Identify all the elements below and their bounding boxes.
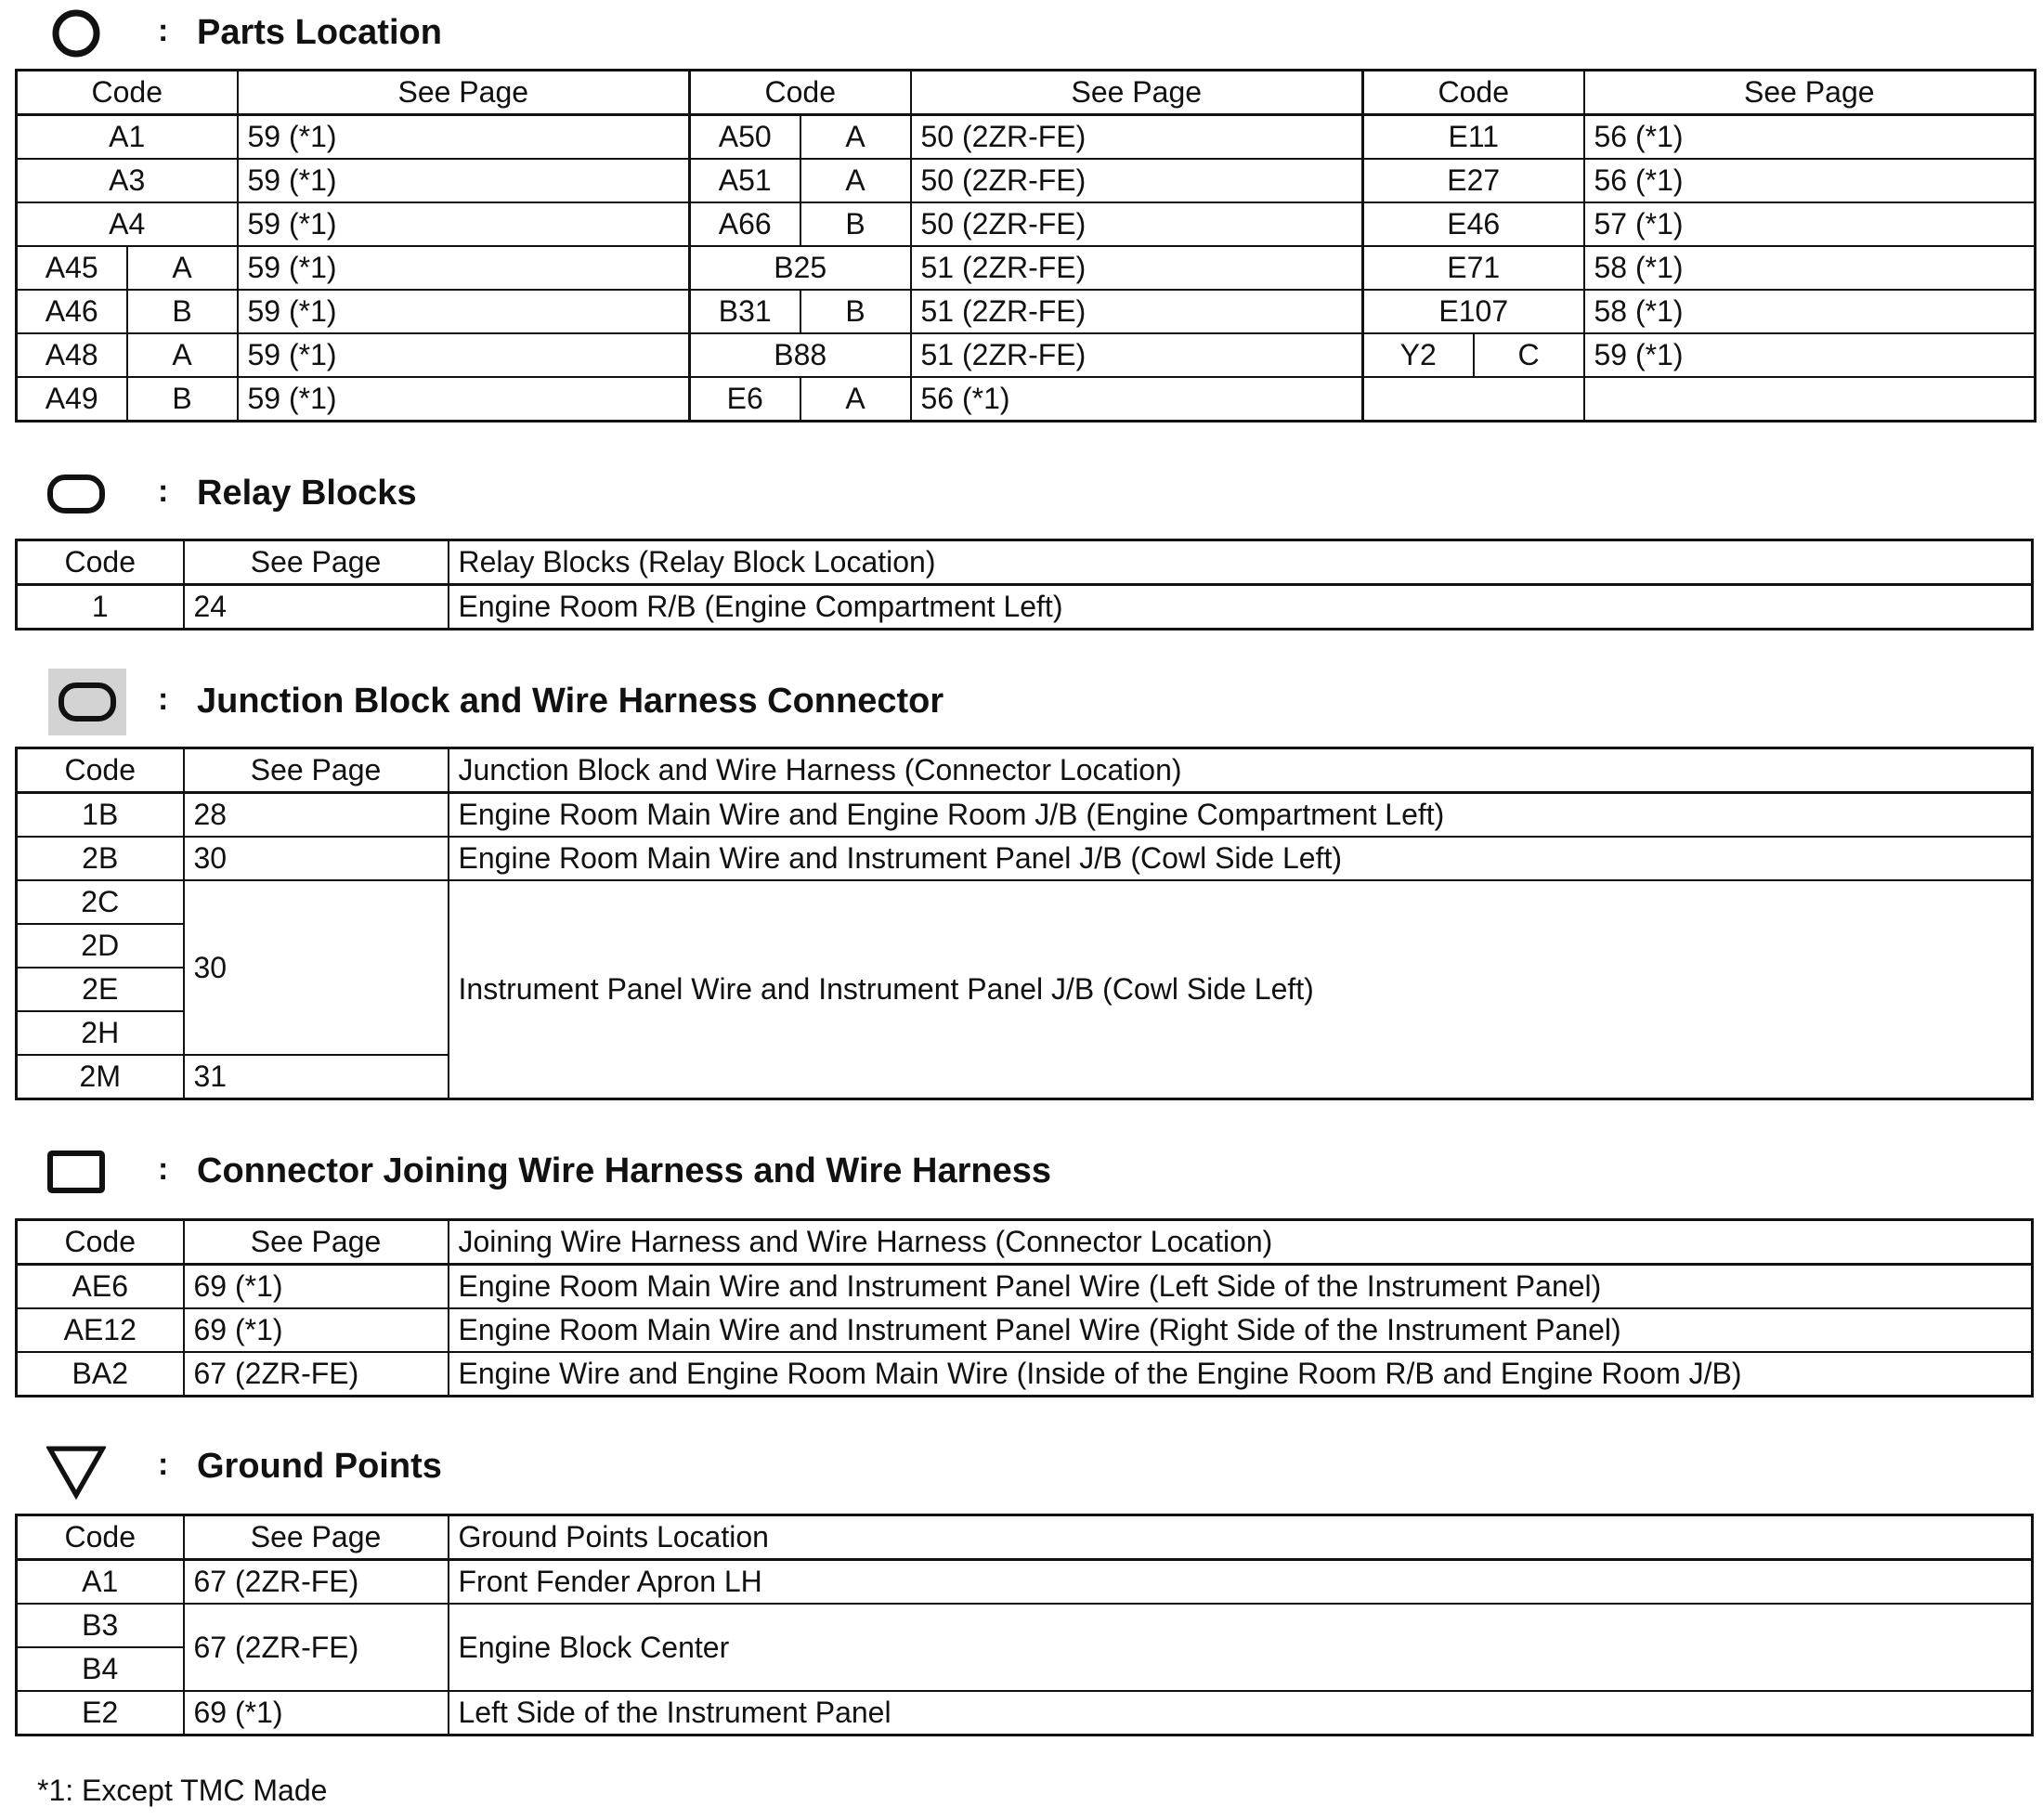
header-code: Code [690,71,911,115]
table-row [17,1691,2033,1736]
header-code: Code [17,1515,184,1560]
description-cell: Engine Room Main Wire and Instrument Panel Wire (Right Side of the Instrument Panel) [449,1308,2033,1352]
table-row [17,793,2033,838]
page-cell: 69 (*1) [184,1265,449,1309]
table-row [17,1560,2033,1605]
table-row [17,880,2033,924]
section-colon: : [158,474,169,509]
code-cell: E107 [1363,290,1584,333]
code-cell: 1 [17,585,184,630]
page-cell: 30 [184,880,449,1055]
header-see-page: See Page [238,71,690,115]
header-see-page: See Page [184,540,449,585]
page-cell: 56 (*1) [1584,115,2036,160]
table-row [17,377,2036,422]
page-cell: 59 (*1) [238,377,690,422]
section-title: Junction Block and Wire Harness Connector [197,682,944,721]
code-cell: 2B [17,837,184,880]
page-cell: 56 (*1) [1584,159,2036,202]
page-cell: 50 (2ZR-FE) [911,159,1363,202]
code-cell: 2H [17,1011,184,1055]
code-cell: Y2 [1363,333,1474,377]
header-see-page: See Page [184,1220,449,1265]
page-cell: 69 (*1) [184,1691,449,1736]
section-title: Relay Blocks [197,474,417,513]
ground-points-table [15,1514,2034,1736]
sub-code-cell: B [127,377,238,422]
code-cell: A48 [17,333,127,377]
code-cell: 1B [17,793,184,838]
table-row [17,1308,2033,1352]
code-cell: B88 [690,333,911,377]
page-cell: 51 (2ZR-FE) [911,333,1363,377]
page-cell: 67 (2ZR-FE) [184,1560,449,1605]
code-cell: 2E [17,968,184,1011]
page-cell: 50 (2ZR-FE) [911,202,1363,246]
triangle-down-icon [46,1439,106,1504]
sub-code-cell: A [127,333,238,377]
code-cell: E27 [1363,159,1584,202]
header-code: Code [17,1220,184,1265]
page-cell: 59 (*1) [238,333,690,377]
description-cell: Engine Room R/B (Engine Compartment Left) [449,585,2033,630]
header-see-page: See Page [1584,71,2036,115]
code-cell: A45 [17,246,127,290]
sub-code-cell: B [127,290,238,333]
header-description: Relay Blocks (Relay Block Location) [449,540,2033,585]
code-cell: E11 [1363,115,1584,160]
header-description: Joining Wire Harness and Wire Harness (Connector Location) [449,1220,2033,1265]
table-row [17,115,2036,160]
code-cell: E2 [17,1691,184,1736]
code-cell: AE6 [17,1265,184,1309]
sub-code-cell: C [1474,333,1584,377]
code-cell: B25 [690,246,911,290]
header-description: Ground Points Location [449,1515,2033,1560]
page-cell: 51 (2ZR-FE) [911,246,1363,290]
code-cell: B3 [17,1604,184,1647]
table-row [17,1352,2033,1397]
relay-blocks-table [15,539,2034,630]
page-cell: 57 (*1) [1584,202,2036,246]
table-header-row [17,1515,2033,1560]
header-code: Code [17,540,184,585]
header-see-page: See Page [184,1515,449,1560]
section-colon: : [158,682,169,717]
page-cell: 59 (*1) [238,159,690,202]
code-cell: A1 [17,1560,184,1605]
header-code: Code [1363,71,1584,115]
table-row [17,333,2036,377]
page-cell: 58 (*1) [1584,290,2036,333]
page-cell: 24 [184,585,449,630]
table-row [17,202,2036,246]
description-cell: Engine Room Main Wire and Instrument Panel Wire (Left Side of the Instrument Panel) [449,1265,2033,1309]
section-title: Parts Location [197,13,442,52]
code-cell: A66 [690,202,800,246]
description-cell: Front Fender Apron LH [449,1560,2033,1605]
page-cell: 31 [184,1055,449,1099]
sub-code-cell: B [800,202,911,246]
sub-code-cell: A [800,159,911,202]
table-row [17,159,2036,202]
code-cell: 2D [17,924,184,968]
section-colon: : [158,13,169,48]
sub-code-cell: A [800,377,911,422]
page-cell: 59 (*1) [238,115,690,160]
page-cell: 51 (2ZR-FE) [911,290,1363,333]
footnote: *1: Except TMC Made [37,1774,328,1807]
code-cell: A46 [17,290,127,333]
circle-icon [46,6,106,61]
page-cell: 56 (*1) [911,377,1363,422]
page-cell: 67 (2ZR-FE) [184,1604,449,1691]
page-cell: 28 [184,793,449,838]
parts-location-table [15,69,2036,422]
description-cell: Engine Block Center [449,1604,2033,1691]
code-cell: A3 [17,159,238,202]
sub-code-cell: B [800,290,911,333]
table-row [17,837,2033,880]
code-cell: B31 [690,290,800,333]
code-cell: B4 [17,1647,184,1691]
code-cell: 2M [17,1055,184,1099]
description-cell: Engine Room Main Wire and Engine Room J/B (Engine Compartment Left) [449,793,2033,838]
code-cell: AE12 [17,1308,184,1352]
page-cell: 59 (*1) [238,246,690,290]
rect-icon [46,1144,106,1200]
header-code: Code [17,71,238,115]
code-cell: A49 [17,377,127,422]
table-row [17,1604,2033,1647]
shaded-rounded-rect-icon [48,669,126,735]
connector-joining-table [15,1218,2034,1398]
code-cell: A1 [17,115,238,160]
section-title: Ground Points [197,1447,442,1486]
page-cell: 58 (*1) [1584,246,2036,290]
page-cell: 30 [184,837,449,880]
table-header-row [17,748,2033,793]
table-row [17,246,2036,290]
page-cell: 59 (*1) [238,202,690,246]
code-cell: 2C [17,880,184,924]
header-code: Code [17,748,184,793]
header-see-page: See Page [184,748,449,793]
sub-code-cell: A [127,246,238,290]
page-cell: 59 (*1) [1584,333,2036,377]
page-cell: 69 (*1) [184,1308,449,1352]
page-cell: 67 (2ZR-FE) [184,1352,449,1397]
header-description: Junction Block and Wire Harness (Connector Location) [449,748,2033,793]
description-cell: Instrument Panel Wire and Instrument Panel J/B (Cowl Side Left) [449,880,2033,1099]
table-row [17,585,2033,630]
table-header-row [17,540,2033,585]
table-header-row [17,1220,2033,1265]
section-title: Connector Joining Wire Harness and Wire Harness [197,1151,1051,1190]
code-cell: A4 [17,202,238,246]
code-cell: A51 [690,159,800,202]
header-see-page: See Page [911,71,1363,115]
section-colon: : [158,1447,169,1482]
code-cell: A50 [690,115,800,160]
table-header-row [17,71,2036,115]
code-cell [1363,377,1584,422]
page-cell: 50 (2ZR-FE) [911,115,1363,160]
description-cell: Left Side of the Instrument Panel [449,1691,2033,1736]
code-cell: BA2 [17,1352,184,1397]
section-colon: : [158,1151,169,1187]
code-cell: E71 [1363,246,1584,290]
junction-block-table [15,747,2034,1100]
sub-code-cell: A [800,115,911,160]
code-cell: E46 [1363,202,1584,246]
page-cell [1584,377,2036,422]
code-cell: E6 [690,377,800,422]
table-row [17,1265,2033,1309]
page-cell: 59 (*1) [238,290,690,333]
table-row [17,290,2036,333]
description-cell: Engine Room Main Wire and Instrument Panel J/B (Cowl Side Left) [449,837,2033,880]
description-cell: Engine Wire and Engine Room Main Wire (Inside of the Engine Room R/B and Engine Room J/B) [449,1352,2033,1397]
rounded-rect-icon [46,466,106,522]
